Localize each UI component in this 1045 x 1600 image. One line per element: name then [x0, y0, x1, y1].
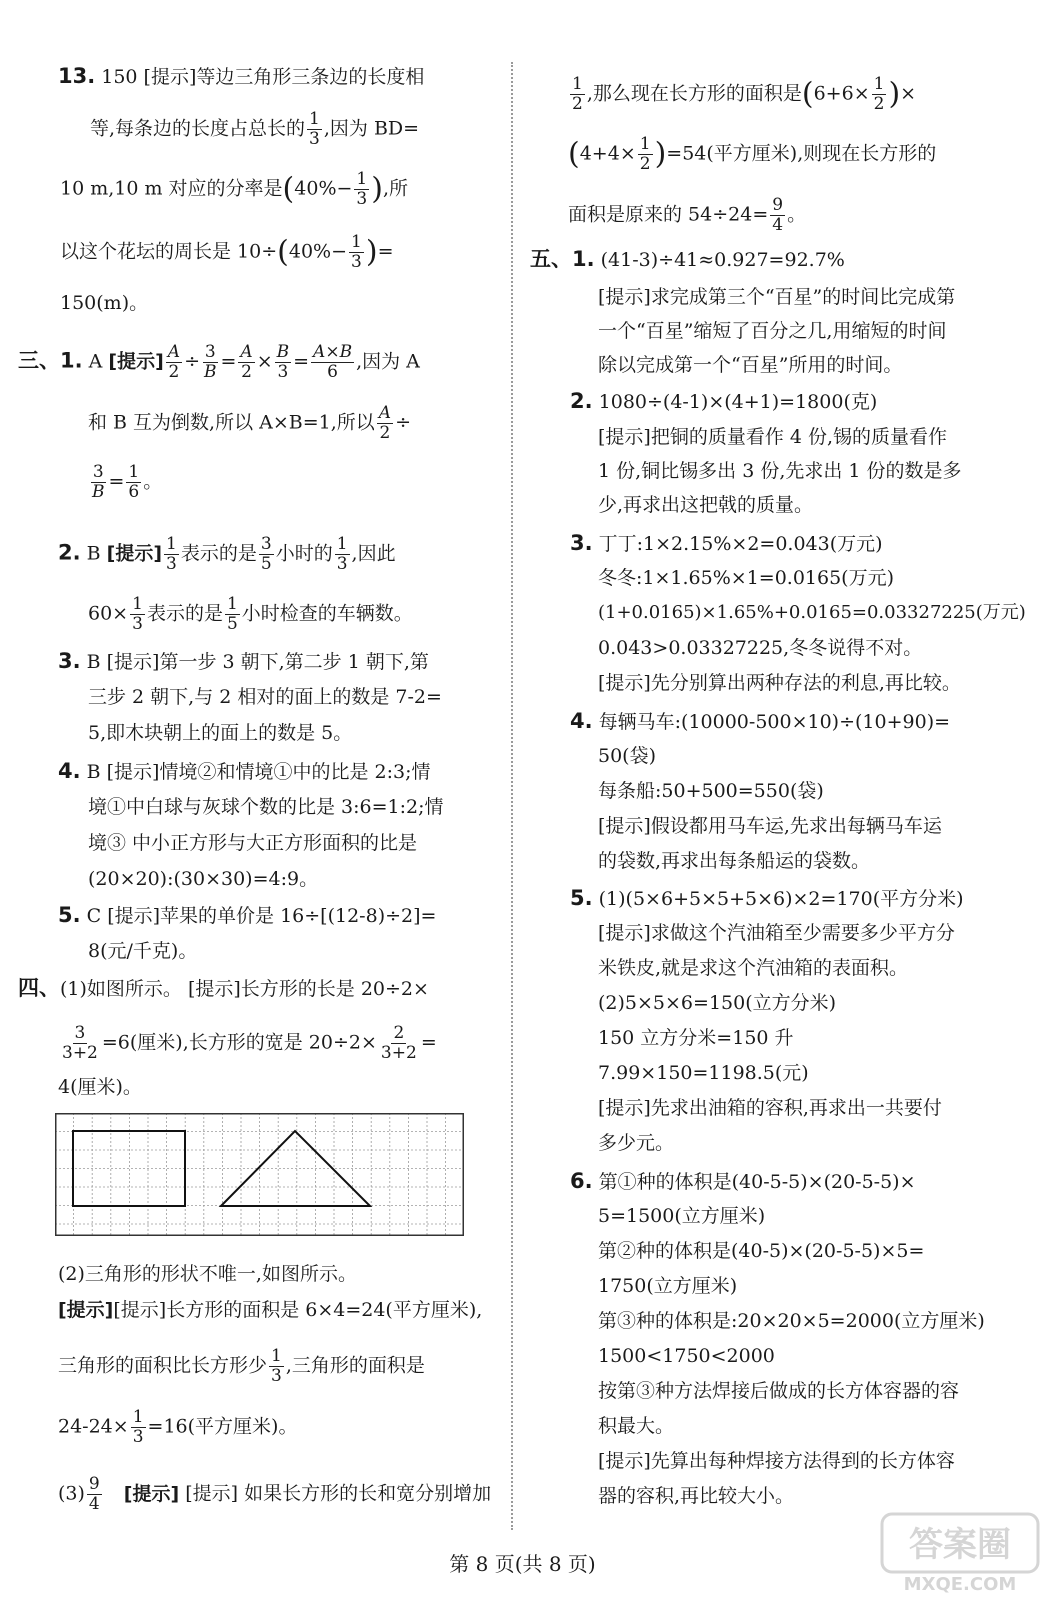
sec5-q6-line-4: 1750(立方厘米)	[598, 1275, 738, 1297]
sec5-q3-line-1: 3. 丁丁:1×2.15%×2=0.043(万元)	[570, 531, 883, 555]
sec5-q1-line-1: 五、1. (41-3)÷41≈0.927=92.7%	[530, 247, 845, 271]
section-three-label: 三、	[18, 348, 60, 373]
cont-line-3: 面积是原来的 54÷24= $\frac{9}{4}$ 。	[568, 195, 807, 235]
sec5-q4-line-4: [提示]假设都用马车运,先求出每辆马车运	[598, 815, 942, 837]
sec5-q6-line-1: 6. 第①种的体积是(40-5-5)×(20-5-5)×	[570, 1169, 916, 1193]
sec3-q1-line-2: 和 B 互为倒数,所以 A×B=1,所以 $\frac{A}{2}$ ÷	[88, 403, 411, 443]
sec5-q5-line-5: 150 立方分米=150 升	[598, 1027, 794, 1049]
sec4-line-5: [提示][提示]长方形的面积是 6×4=24(平方厘米),	[58, 1299, 483, 1321]
sec4-line-8: (3) $\frac{9}{4}$ [提示] [提示] 如果长方形的长和宽分别增加	[58, 1474, 492, 1514]
sec3-q4-line-4: (20×20):(30×30)=4:9。	[88, 868, 319, 890]
watermark-logo	[880, 1510, 1040, 1596]
sec3-q4-line-3: 境③ 中小正方形与大正方形面积的比是	[88, 832, 418, 854]
sec5-q6-line-9: [提示]先算出每种焊接方法得到的长方体容	[598, 1450, 955, 1472]
sec5-q6-line-8: 积最大。	[598, 1415, 675, 1437]
sec5-q2-line-4: 少,再求出这把戟的质量。	[598, 494, 814, 516]
sec5-q1-line-3: 一个“百星”缩短了百分之几,用缩短的时间	[598, 320, 947, 342]
sec5-q5-line-7: [提示]先求出油箱的容积,再求出一共要付	[598, 1097, 942, 1119]
sec5-q5-line-4: (2)5×5×6=150(立方分米)	[598, 992, 837, 1014]
sec3-q1-line-1: 三、1. A [提示] $\frac{A}{2}$ ÷ $\frac{3}{B}$ = $\frac{A}{2}$ × $\frac{B}{3}$ = $\frac{A\times B}{6}$ ,因为 A	[18, 342, 420, 382]
sec5-q3-line-5: [提示]先分别算出两种存法的利息,再比较。	[598, 672, 961, 694]
sec3-q1-line-3: $\frac{3}{B}$ = $\frac{1}{6}$ 。	[92, 462, 163, 502]
sec3-q3-line-2: 三步 2 朝下,与 2 相对的面上的数是 7-2=	[88, 686, 442, 708]
q13-line-1: 13. 150 [提示]等边三角形三条边的长度相	[58, 64, 425, 88]
sec5-q6-line-6: 1500<1750<2000	[598, 1345, 775, 1367]
q13-line-5: 150(m)。	[60, 292, 149, 314]
sec5-q3-line-3: (1+0.0165)×1.65%+0.0165=0.03327225(万元)	[598, 602, 1026, 623]
sec3-q3-line-1: 3. B [提示]第一步 3 朝下,第二步 1 朝下,第	[58, 649, 429, 673]
sec3-q5-line-2: 8(元/千克)。	[88, 940, 198, 962]
sec4-line-4: (2)三角形的形状不唯一,如图所示。	[58, 1263, 357, 1285]
sec5-q4-line-5: 的袋数,再求出每条船运的袋数。	[598, 850, 871, 872]
q13-line-4: 以这个花坛的周长是 10÷(40%− $\frac{1}{3}$ )=	[60, 232, 394, 272]
sec4-line-2: $\frac{3}{3+2}$ =6(厘米),长方形的宽是 20÷2× $\frac{2}{3+2}$ =	[62, 1023, 437, 1063]
sec5-q4-line-1: 4. 每辆马车:(10000-500×10)÷(10+90)=	[570, 709, 951, 733]
sec5-q6-line-2: 5=1500(立方厘米)	[598, 1205, 766, 1227]
sec5-q1-line-2: [提示]求完成第三个“百星”的时间比完成第	[598, 286, 956, 308]
sec5-q5-line-3: 米铁皮,就是求这个汽油箱的表面积。	[598, 957, 909, 979]
sec5-q5-line-6: 7.99×150=1198.5(元)	[598, 1062, 809, 1084]
sec3-q4-line-1: 4. B [提示]情境②和情境①中的比是 2:3;情	[58, 759, 431, 783]
sec3-q2-line-2: 60× $\frac{1}{3}$ 表示的是 $\frac{1}{5}$ 小时检查的车辆数。	[88, 594, 413, 634]
sec4-line-1: 四、(1)如图所示。 [提示]长方形的长是 20÷2×	[18, 976, 429, 1000]
sec4-line-7: 24-24× $\frac{1}{3}$ =16(平方厘米)。	[58, 1407, 298, 1447]
page-footer: 第 8 页(共 8 页)	[449, 1552, 596, 1576]
sec5-q3-line-4: 0.043>0.03327225,冬冬说得不对。	[598, 637, 923, 659]
sec5-q5-line-1: 5. (1)(5×6+5×5+5×6)×2=170(平方分米)	[570, 886, 964, 910]
sec4-line-6: 三角形的面积比长方形少 $\frac{1}{3}$ ,三角形的面积是	[58, 1346, 425, 1386]
sec5-q6-line-3: 第②种的体积是(40-5)×(20-5-5)×5=	[598, 1240, 925, 1262]
sec5-q4-line-3: 每条船:50+500=550(袋)	[598, 780, 824, 802]
sec5-q2-line-3: 1 份,铜比锡多出 3 份,先求出 1 份的数是多	[598, 460, 962, 482]
fraction: $\frac{1}{3}$	[351, 232, 362, 272]
section-four-label: 四、	[18, 976, 60, 1000]
sec5-q2-line-1: 2. 1080÷(4-1)×(4+1)=1800(克)	[570, 389, 878, 413]
grid-figure	[55, 1113, 464, 1236]
fraction: $\frac{1}{3}$	[356, 169, 368, 209]
cont-line-1: $\frac{1}{2}$ ,那么现在长方形的面积是(6+6× $\frac{1}{2}$ )×	[572, 74, 917, 114]
sec3-q2-line-1: 2. B [提示] $\frac{1}{3}$ 表示的是 $\frac{3}{5}$ 小时的 $\frac{1}{3}$ ,因此	[58, 534, 396, 574]
sec5-q6-line-7: 按第③种方法焊接后做成的长方体容器的容	[598, 1380, 960, 1402]
sec5-q1-line-4: 除以完成第一个“百星”所用的时间。	[598, 354, 903, 376]
sec5-q2-line-2: [提示]把铜的质量看作 4 份,锡的质量看作	[598, 426, 948, 448]
sec3-q3-line-3: 5,即木块朝上的面上的数是 5。	[88, 722, 353, 744]
sec5-q5-line-2: [提示]求做这个汽油箱至少需要多少平方分	[598, 922, 955, 944]
svg-text:答案圈: 答案圈	[909, 1525, 1011, 1565]
q13-number: 13.	[58, 64, 96, 88]
q13-line-3: 10 m,10 m 对应的分率是(40%− $\frac{1}{3}$ ),所	[60, 169, 409, 209]
svg-text:MXQE.COM: MXQE.COM	[903, 1574, 1017, 1595]
section-five-label: 五、	[530, 247, 572, 271]
sec5-q4-line-2: 50(袋)	[598, 745, 657, 767]
sec4-line-3: 4(厘米)。	[58, 1076, 142, 1098]
sec5-q5-line-8: 多少元。	[598, 1132, 675, 1154]
column-divider	[511, 62, 513, 1530]
sec3-q4-line-2: 境①中白球与灰球个数的比是 3:6=1:2;情	[88, 796, 444, 818]
sec5-q3-line-2: 冬冬:1×1.65%×1=0.0165(万元)	[598, 567, 895, 589]
fraction: $\frac{1}{3}$	[309, 109, 320, 149]
sec5-q6-line-5: 第③种的体积是:20×20×5=2000(立方厘米)	[598, 1310, 985, 1332]
sec3-q5-line-1: 5. C [提示]苹果的单价是 16÷[(12-8)÷2]=	[58, 903, 437, 927]
q13-line-2: 等,每条边的长度占总长的 $\frac{1}{3}$ ,因为 BD=	[90, 109, 420, 149]
cont-line-2: (4+4× $\frac{1}{2}$ )=54(平方厘米),则现在长方形的	[568, 134, 937, 174]
sec5-q6-line-10: 器的容积,再比较大小。	[598, 1485, 795, 1507]
